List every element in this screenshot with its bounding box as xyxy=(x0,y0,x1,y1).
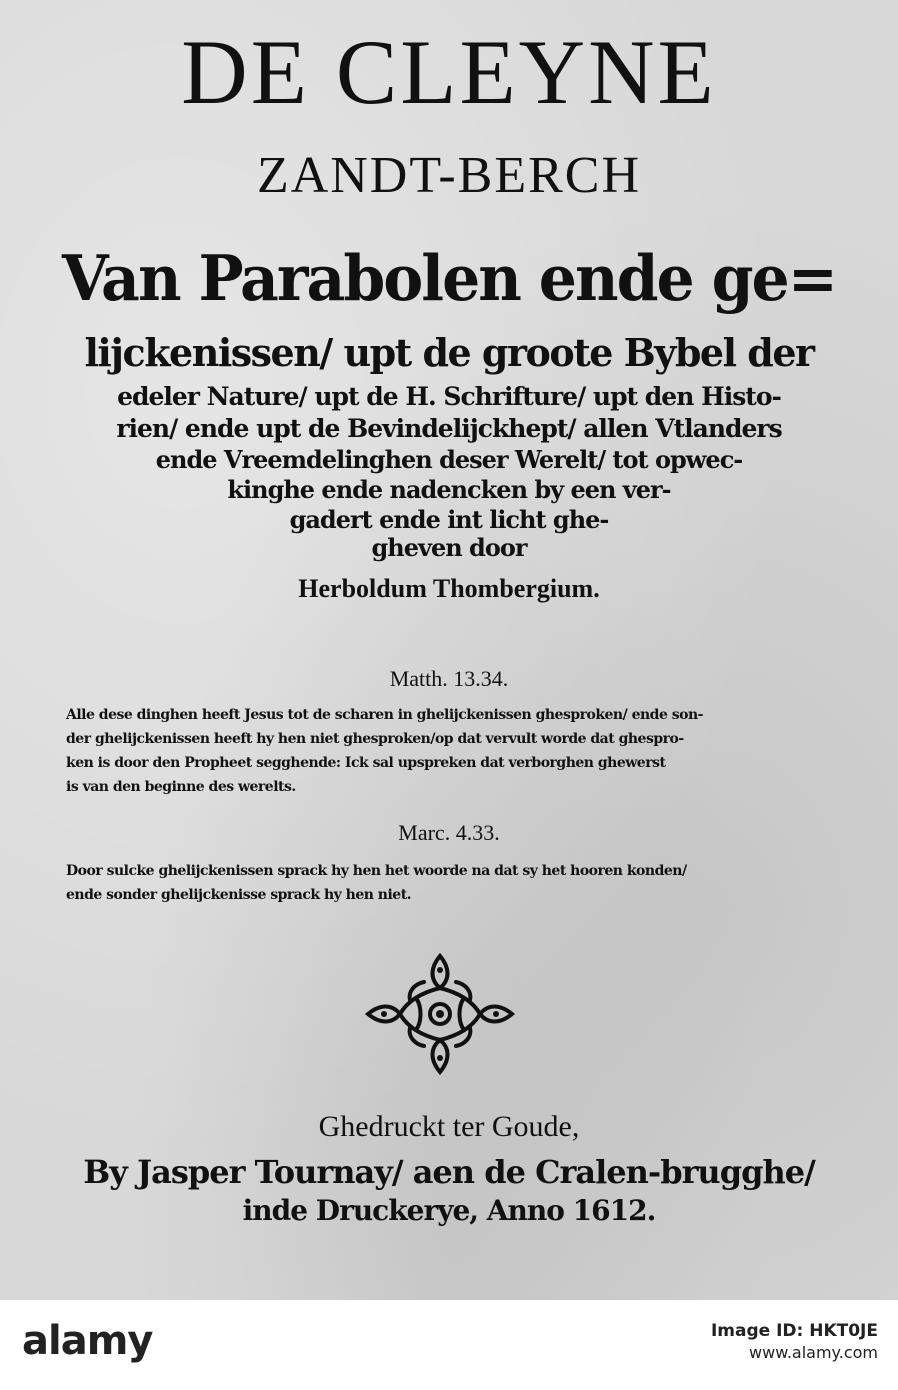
subtitle-line-1: Van Parabolen ende ge= xyxy=(62,242,836,316)
image-id: Image ID: HKT0JE xyxy=(710,1321,878,1341)
verse-2-line-1: Door sulcke ghelijckenissen sprack hy hen het woorde na dat sy het hooren konden/ xyxy=(66,863,687,879)
scripture-reference-2: Marc. 4.33. xyxy=(398,820,500,845)
author-name: Herboldum Thombergium. xyxy=(298,574,600,603)
imprint-line-3: inde Druckerye, Anno 1612. xyxy=(242,1194,656,1227)
subtitle-line-6: kinghe ende nadencken by een ver- xyxy=(227,475,671,504)
title-line-1: DE CLEYNE xyxy=(181,21,717,123)
subtitle-line-4: rien/ ende upt de Bevindelijckhept/ allen Vtlanders xyxy=(116,414,782,443)
printers-ornament-icon xyxy=(364,952,516,1076)
verse-1-line-4: is van den beginne des werelts. xyxy=(66,779,296,795)
verse-1-line-2: der ghelijckenissen heeft hy hen niet ghesproken/op dat vervult worde dat ghespro- xyxy=(66,731,684,747)
verse-1-line-1: Alle dese dinghen heeft Jesus tot de scharen in ghelijckenissen ghesproken/ ende son- xyxy=(66,707,703,723)
site-url: www.alamy.com xyxy=(749,1343,878,1362)
subtitle-line-8: gheven door xyxy=(371,533,527,562)
image-id-block xyxy=(711,1320,878,1364)
title-line-2: ZANDT-BERCH xyxy=(256,147,642,204)
imprint-line-1: Ghedruckt ter Goude, xyxy=(318,1110,580,1143)
verse-1-line-3: ken is door den Propheet segghende: Ick sal upspreken dat verborghen ghewerst xyxy=(66,755,666,771)
subtitle-line-7: gadert ende int licht ghe- xyxy=(289,505,609,534)
subtitle-line-2: lijckenissen/ upt de groote Bybel der xyxy=(84,330,814,375)
scripture-reference-1: Matth. 13.34. xyxy=(389,666,509,691)
imprint-line-2: By Jasper Tournay/ aen de Cralen-brugghe/ xyxy=(83,1153,815,1191)
subtitle-line-5: ende Vreemdelinghen deser Werelt/ tot opwec- xyxy=(155,445,743,474)
verse-2-line-2: ende sonder ghelijckenisse sprack hy hen niet. xyxy=(66,887,412,903)
subtitle-line-3: edeler Nature/ upt de H. Schrifture/ upt den Histo- xyxy=(117,382,781,411)
alamy-logo: alamy xyxy=(22,1318,153,1364)
